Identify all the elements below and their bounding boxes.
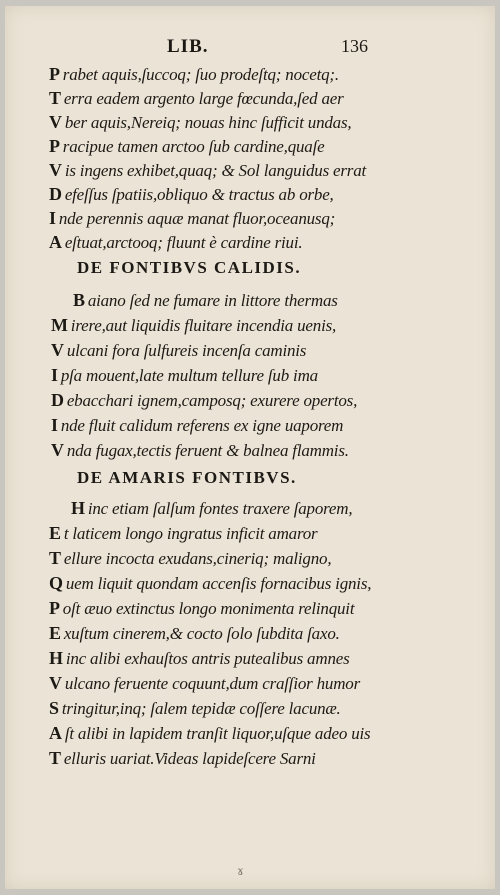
verse-line: A eſtuat,arctooq; fluunt è cardine riui. bbox=[49, 232, 303, 252]
verse-line: I nde perennis aquæ manat fluor,oceanusq; bbox=[49, 208, 336, 228]
section-heading: DE AMARIS FONTIBVS. bbox=[77, 468, 297, 487]
verse-line: S tringitur,inq; ſalem tepidæ coſſere lacunæ. bbox=[49, 698, 341, 718]
verse-line: T ellure incocta exudans,cineriq; maligno, bbox=[49, 548, 332, 568]
running-title: LIB. bbox=[167, 36, 209, 57]
verse-line: D efeſſus ſpatiis,obliquo & tractus ab orbe, bbox=[49, 184, 334, 204]
verse-line: E xuſtum cinerem,& cocto ſolo ſubdita ſaxo. bbox=[49, 623, 340, 643]
section-heading: DE FONTIBVS CALIDIS. bbox=[77, 258, 302, 277]
verse-line: V nda fugax,tectis feruent & balnea flammis. bbox=[51, 440, 349, 460]
verse-line: H inc etiam ſalſum fontes traxere ſaporem, bbox=[71, 498, 353, 518]
verse-line: B aiano ſed ne fumare in littore thermas bbox=[73, 290, 338, 310]
show-through bbox=[365, 66, 475, 766]
verse-line: P oſt æuo extinctus longo monimenta relinquit bbox=[49, 598, 355, 618]
verse-line: P racipue tamen arctoo ſub cardine,quaſe bbox=[49, 136, 325, 156]
verse-line: V ulcano feruente coquunt,dum craſſior humor bbox=[49, 673, 361, 693]
verse-line: V is ingens exhibet,quaq; & Sol languidus errat bbox=[49, 160, 367, 180]
verse-line: H inc alibi exhauſtos antris putealibus amnes bbox=[49, 648, 350, 668]
verse-line: Q uem liquit quondam accenſis fornacibus ignis, bbox=[49, 573, 372, 593]
verse-line: V ber aquis,Nereiq; nouas hinc ſufficit undas, bbox=[49, 112, 352, 132]
verse-line: A ſt alibi in lapidem tranſit liquor,uſque adeo uis bbox=[49, 723, 371, 743]
verse-line: T elluris uariat.Videas lapideſcere Sarni bbox=[49, 748, 316, 768]
verse-line: I pſa mouent,late multum tellure ſub ima bbox=[51, 365, 318, 385]
verse-line: I nde fluit calidum referens ex igne uaporem bbox=[51, 415, 344, 435]
verse-line: V ulcani fora ſulfureis incenſa caminis bbox=[51, 340, 307, 360]
verse-line: D ebacchari ignem,camposq; exurere opertos, bbox=[51, 390, 358, 410]
verse-line: T erra eadem argento large fœcunda,ſed aer bbox=[49, 88, 344, 108]
footer-mark: ɤ bbox=[237, 864, 244, 878]
book-page bbox=[5, 6, 495, 889]
verse-line: P rabet aquis,ſuccoq; ſuo prodeſtq; nocetq;. bbox=[49, 64, 339, 84]
folio-number: 136 bbox=[341, 36, 368, 56]
verse-line: E t laticem longo ingratus inficit amaror bbox=[49, 523, 318, 543]
verse-line: M irere,aut liquidis fluitare incendia uenis, bbox=[51, 315, 337, 335]
